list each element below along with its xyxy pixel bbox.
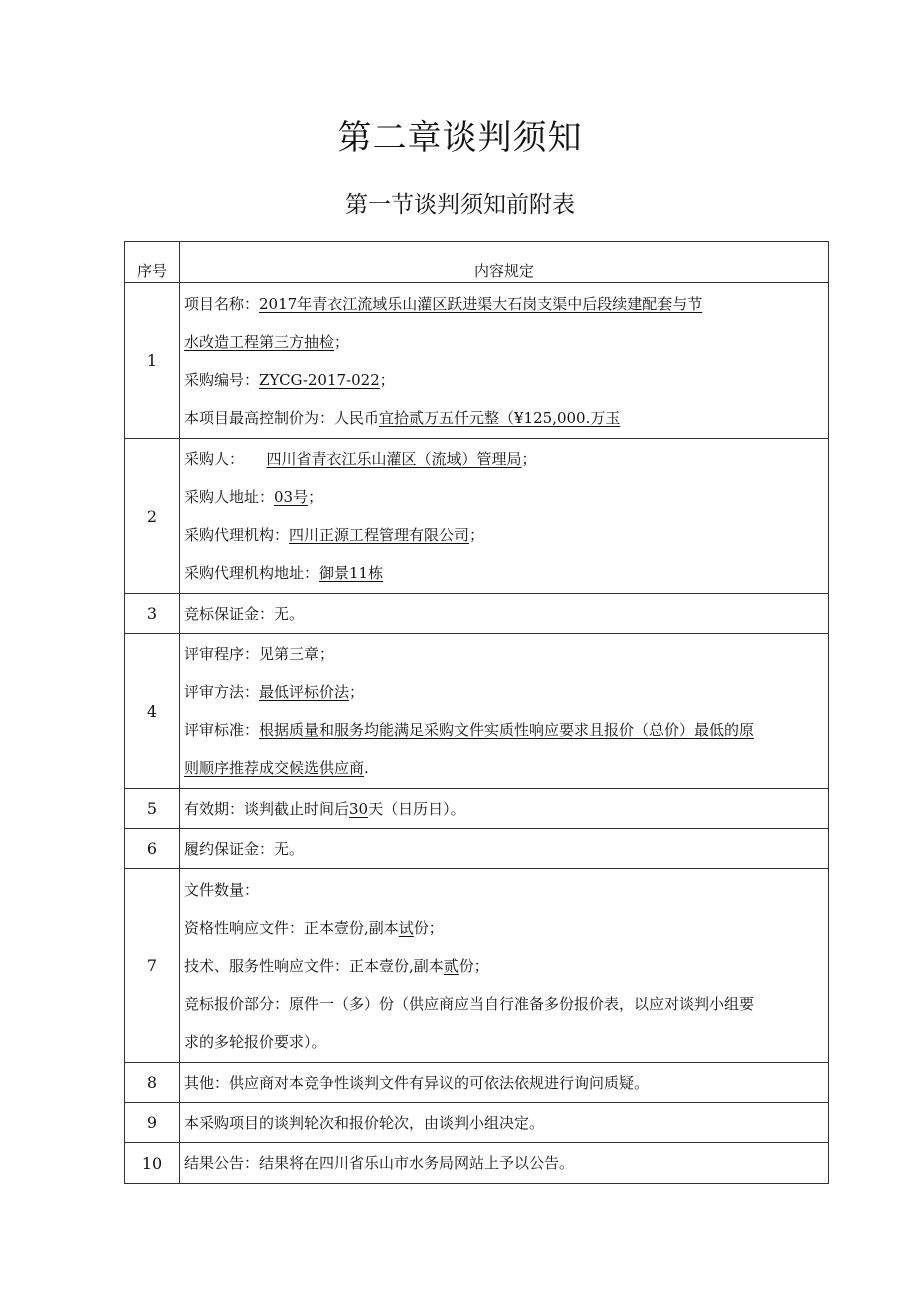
row-number: 9 <box>125 1103 180 1143</box>
row-number: 4 <box>125 634 180 789</box>
attachment-table <box>124 241 829 1184</box>
table-row <box>125 439 829 594</box>
line-label: 采购代理机构： <box>184 526 290 544</box>
content-line <box>184 749 826 787</box>
row-content <box>180 789 829 829</box>
header-no: 序号 <box>125 242 180 283</box>
line-label: 竞标保证金：无。 <box>184 604 305 623</box>
line-label: 文件数量： <box>184 880 260 899</box>
line-value: 试 <box>398 918 414 937</box>
line-suffix: ； <box>349 683 365 701</box>
line-value: 则顺序推荐成交候选供应商 <box>184 759 365 777</box>
header-content: 内容规定 <box>180 242 829 283</box>
line-label: 有效期：谈判截止时间后 <box>184 799 350 818</box>
row-content <box>180 829 829 869</box>
line-value: 御景11栋 <box>319 564 384 582</box>
line-label: 本项目最高控制价为：人民币 <box>184 408 380 427</box>
line-value: 2017年青衣江流域乐山灌区跃进渠大石岗支渠中后段续建配套与节 <box>259 294 703 313</box>
line-label: 其他：供应商对本竞争性谈判文件有异议的可依法依规进行询问质疑。 <box>184 1073 650 1092</box>
line-suffix: ； <box>334 332 350 351</box>
content-line <box>184 323 826 361</box>
table-row <box>125 634 829 789</box>
line-value: 根据质量和服务均能满足采购文件实质性响应要求且报价（总价）最低的原 <box>259 721 755 739</box>
chapter-title: 第二章谈判须知 <box>337 118 583 158</box>
line-suffix: ； <box>308 488 324 506</box>
row-number: 2 <box>125 439 180 594</box>
line-label: 竞标报价部分：原件一（多）份（供应商应当自行准备多份报价表，以应对谈判小组要 <box>184 994 755 1013</box>
row-content <box>180 283 829 439</box>
content-line <box>184 1144 826 1182</box>
line-suffix: ； <box>379 370 395 389</box>
row-number: 10 <box>125 1143 180 1184</box>
line-suffix: 份； <box>413 918 444 937</box>
content-line <box>184 285 826 323</box>
section-title: 第一节谈判须知前附表 <box>345 192 575 218</box>
content-line <box>184 985 826 1023</box>
table-row <box>125 1063 829 1103</box>
content-line <box>184 830 826 868</box>
table-row <box>125 829 829 869</box>
table-row <box>125 1103 829 1143</box>
table-row <box>125 869 829 1063</box>
row-content <box>180 439 829 594</box>
content-line <box>184 478 826 516</box>
line-value: 水改造工程第三方抽检 <box>184 332 335 351</box>
line-label: 资格性响应文件：正本壹份,副本 <box>184 918 399 937</box>
line-label: 评审标准： <box>184 721 260 739</box>
content-line <box>184 909 826 947</box>
line-label: 采购编号： <box>184 370 260 389</box>
table-row <box>125 1143 829 1184</box>
row-number: 3 <box>125 594 180 634</box>
content-line <box>184 871 826 909</box>
line-label: 评审程序：见第三章； <box>184 645 335 663</box>
line-label: 求的多轮报价要求）。 <box>184 1032 327 1051</box>
row-content <box>180 1103 829 1143</box>
content-line <box>184 673 826 711</box>
line-value: 最低评标价法 <box>259 683 350 701</box>
content-line <box>184 399 826 437</box>
table-row <box>125 283 829 439</box>
content-line <box>184 554 826 592</box>
line-value: 03号 <box>274 488 309 506</box>
line-label: 技术、服务性响应文件：正本壹份,副本 <box>184 956 444 975</box>
line-label: 结果公告：结果将在四川省乐山市水务局网站上予以公告。 <box>184 1154 575 1172</box>
content-line <box>184 361 826 399</box>
line-value: 四川省青衣江乐山灌区（流域）管理局 <box>266 450 522 468</box>
row-content <box>180 1063 829 1103</box>
content-line <box>184 711 826 749</box>
table-header-row <box>125 242 829 283</box>
line-suffix: 天（日历日）。 <box>368 799 466 818</box>
line-label: 本采购项目的谈判轮次和报价轮次，由谈判小组决定。 <box>184 1113 545 1132</box>
content-line <box>184 1104 826 1142</box>
table-body <box>125 283 829 1184</box>
line-value: 贰 <box>443 956 459 975</box>
table-row <box>125 594 829 634</box>
line-label: 履约保证金：无。 <box>184 839 305 858</box>
content-line <box>184 790 826 828</box>
line-label: 项目名称： <box>184 294 260 313</box>
line-label: 评审方法： <box>184 683 260 701</box>
row-content <box>180 634 829 789</box>
row-number: 8 <box>125 1063 180 1103</box>
line-suffix: 份； <box>458 956 489 975</box>
line-label: 采购代理机构地址： <box>184 564 320 582</box>
line-label: 采购人： <box>184 450 267 468</box>
row-number: 7 <box>125 869 180 1063</box>
line-suffix: ； <box>469 526 485 544</box>
row-number: 1 <box>125 283 180 439</box>
line-suffix: ； <box>521 450 537 468</box>
content-line <box>184 947 826 985</box>
table-row <box>125 789 829 829</box>
row-content <box>180 1143 829 1184</box>
line-suffix: . <box>364 759 369 777</box>
line-label: 采购人地址： <box>184 488 275 506</box>
content-line <box>184 1023 826 1061</box>
content-line <box>184 516 826 554</box>
line-value: 30 <box>349 799 369 818</box>
content-line <box>184 440 826 478</box>
line-value: 宜拾贰万五仟元整（¥125,000.万玉 <box>379 408 621 427</box>
content-line <box>184 635 826 673</box>
line-value: 四川正源工程管理有限公司 <box>289 526 470 544</box>
row-number: 5 <box>125 789 180 829</box>
row-content <box>180 594 829 634</box>
row-content <box>180 869 829 1063</box>
content-line <box>184 1064 826 1102</box>
row-number: 6 <box>125 829 180 869</box>
content-line <box>184 595 826 633</box>
line-value: ZYCG-2017-022 <box>259 370 380 389</box>
